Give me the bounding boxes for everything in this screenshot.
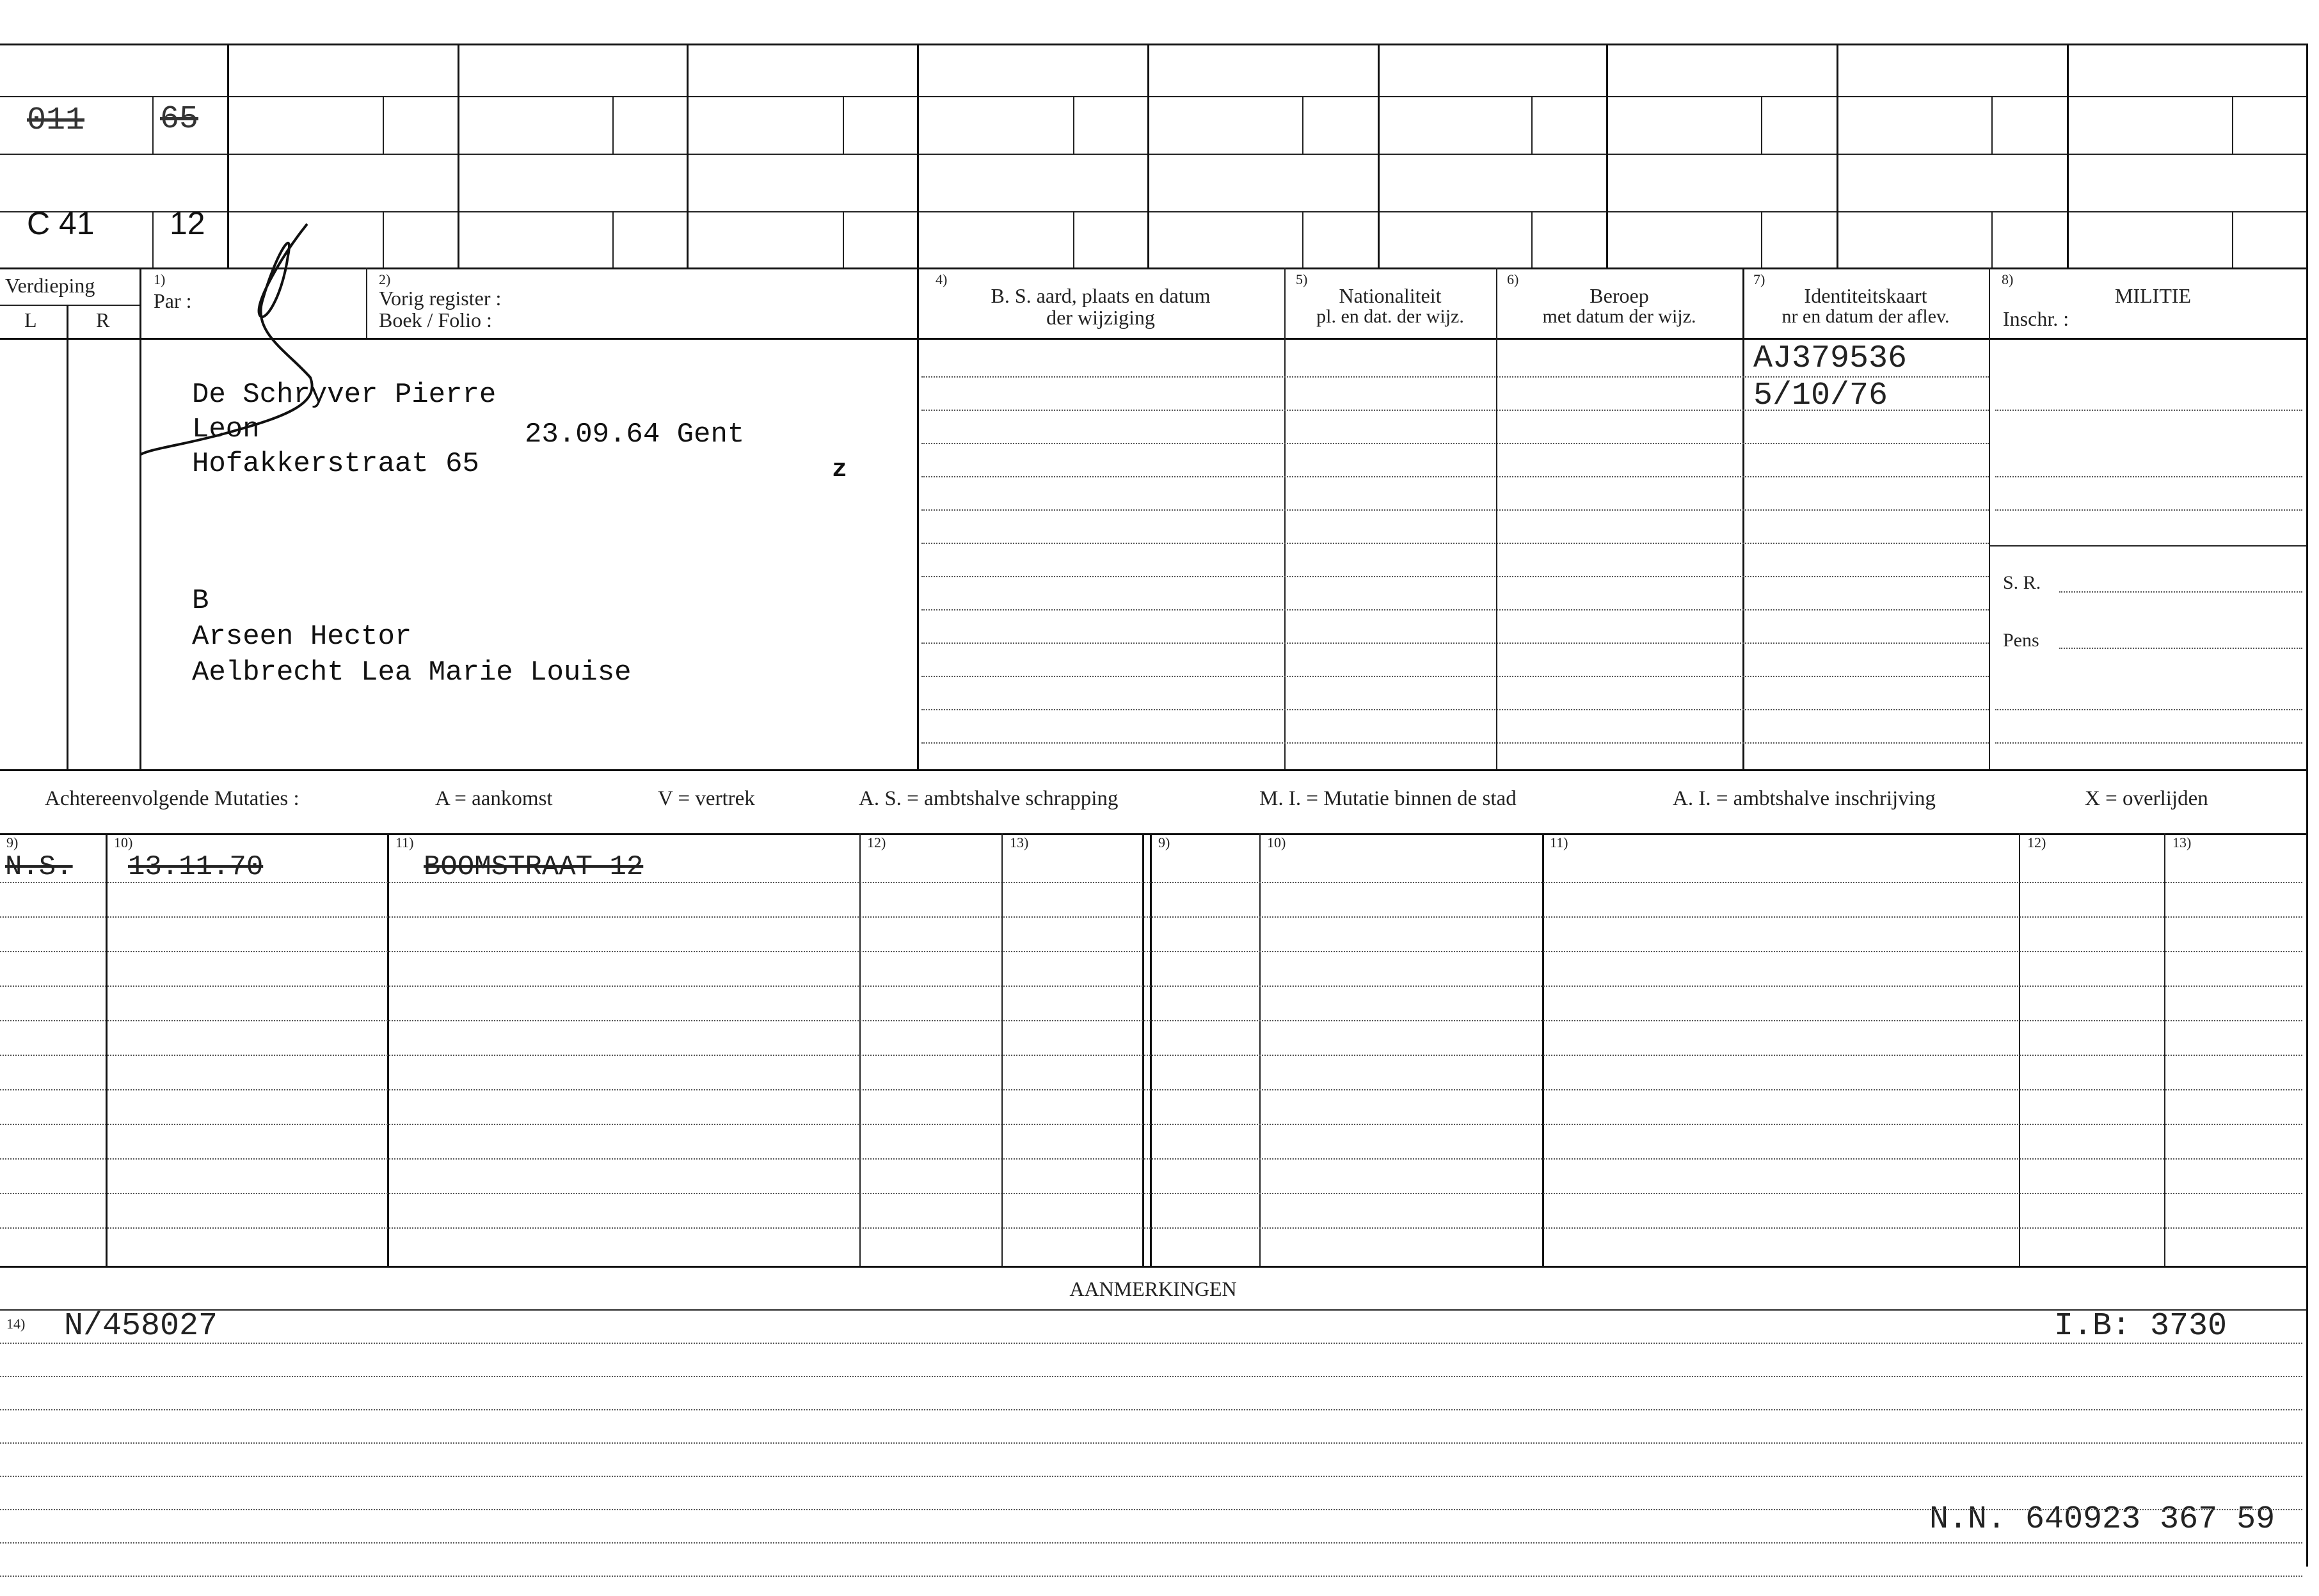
remarks-ib: I.B: 3730	[2054, 1308, 2227, 1345]
lr-divider	[67, 305, 68, 769]
top-grid-line	[0, 96, 2306, 97]
bs-header-line2: der wijziging	[1046, 306, 1155, 329]
field-number: 2)	[379, 271, 391, 287]
mutation-col-divider	[2164, 833, 2165, 1266]
col-number: 11)	[395, 834, 414, 850]
top-grid-vline	[917, 44, 919, 267]
identiteitskaart-subheader: nr en datum der aflev.	[1781, 306, 1950, 327]
top-grid-tick	[612, 211, 614, 267]
legend-vertrek: V = vertrek	[658, 787, 755, 810]
verdieping-split	[0, 305, 139, 306]
top-grid-tick	[1302, 211, 1303, 267]
id-card-date: 5/10/76	[1753, 378, 1888, 414]
mutation-center-divider	[1142, 833, 1144, 1266]
right-label: R	[96, 308, 110, 331]
top-grid-line	[0, 154, 2306, 155]
sr-label: S. R.	[2003, 572, 2041, 593]
beroep-subheader: met datum der wijz.	[1542, 306, 1696, 327]
field-number: 14)	[6, 1316, 26, 1332]
inschr-label: Inschr. :	[2003, 307, 2069, 330]
mutation-col-divider	[859, 833, 861, 1266]
top-grid-tick	[1761, 211, 1762, 267]
legend-aankomst: A = aankomst	[435, 787, 553, 810]
col-number: 10)	[114, 834, 133, 850]
vorig-register-label: Vorig register :	[379, 287, 502, 310]
top-grid-old-number: 65	[160, 101, 199, 138]
top-grid-vline	[458, 44, 459, 267]
mutation-col-divider	[1001, 833, 1003, 1266]
top-grid-number: 12	[170, 205, 205, 241]
top-grid-vline	[687, 44, 689, 267]
top-grid-tick	[2232, 211, 2233, 267]
col-number: 13)	[2172, 834, 2192, 850]
mutation-col-divider	[1259, 833, 1261, 1266]
bs-header-line1: B. S. aard, plaats en datum	[991, 284, 1211, 307]
mark-z: z	[832, 456, 848, 484]
top-grid-tick	[843, 211, 844, 267]
par-label: Par :	[154, 289, 192, 312]
legend-ambtshalve-inschrijving: A. I. = ambtshalve inschrijving	[1673, 787, 1936, 810]
top-grid-tick	[2232, 96, 2233, 154]
top-grid-bottom	[0, 267, 2306, 269]
beroep-header: Beroep	[1590, 284, 1649, 307]
mutation-col-divider	[387, 833, 389, 1266]
top-grid-code: C 41	[27, 205, 95, 241]
top-grid-old-code: 011	[27, 102, 85, 139]
mutation-center-divider	[1150, 833, 1152, 1266]
beroep-divider	[1496, 267, 1497, 769]
col-number: 9)	[6, 834, 19, 850]
nationality-code: B	[192, 585, 209, 617]
top-grid-tick	[383, 96, 384, 154]
top-grid-tick	[152, 96, 154, 154]
mutation-date: 13.11.70	[128, 851, 264, 883]
father-name: Arseen Hector	[192, 621, 412, 653]
militie-divider	[1989, 267, 1990, 769]
identiteitskaart-header: Identiteitskaart	[1804, 284, 1927, 307]
field-number: 4)	[936, 271, 948, 287]
mutations-top-line	[0, 833, 2306, 835]
field-number: 5)	[1296, 271, 1308, 287]
top-grid-tick	[612, 96, 614, 154]
field-number: 8)	[2002, 271, 2014, 287]
mutation-col-divider	[106, 833, 108, 1266]
militie-header: MILITIE	[2115, 284, 2192, 307]
header-bottom-line	[0, 338, 2306, 340]
col-number: 9)	[1158, 834, 1170, 850]
field-number: 1)	[154, 271, 166, 287]
legend-title: Achtereenvolgende Mutaties :	[45, 787, 299, 810]
mutations-bottom-line	[0, 1266, 2306, 1268]
nationaliteit-subheader: pl. en dat. der wijz.	[1316, 306, 1464, 327]
mother-name: Aelbrecht Lea Marie Louise	[192, 657, 632, 689]
birth-date-place: 23.09.64 Gent	[525, 419, 745, 451]
top-grid-tick	[1531, 211, 1533, 267]
mutation-type: N.S.	[5, 851, 73, 883]
top-grid-tick	[1073, 96, 1074, 154]
col-number: 13)	[1010, 834, 1029, 850]
person-first-name: Leon	[192, 413, 260, 445]
remarks-top-line	[0, 1309, 2306, 1311]
nat-divider	[1284, 267, 1286, 769]
top-grid-vline	[1837, 44, 1838, 267]
top-border	[0, 44, 2306, 45]
field-number: 6)	[1507, 271, 1519, 287]
verdieping-label: Verdieping	[5, 274, 95, 297]
top-grid-tick	[383, 211, 384, 267]
id-card-number: AJ379536	[1753, 340, 1908, 377]
pens-label: Pens	[2003, 630, 2039, 651]
paraph-signature	[128, 218, 320, 461]
remarks-national-number: N.N. 640923 367 59	[1929, 1501, 2275, 1538]
person-name: De Schryver Pierre	[192, 379, 497, 411]
top-grid-tick	[1991, 211, 1993, 267]
col-number: 12)	[867, 834, 886, 850]
top-grid-vline	[1147, 44, 1149, 267]
top-grid-tick	[843, 96, 844, 154]
left-label: L	[24, 308, 37, 331]
top-grid-tick	[1761, 96, 1762, 154]
vorig-divider	[366, 267, 367, 338]
bs-divider	[917, 267, 919, 769]
col-number: 12)	[2027, 834, 2046, 850]
right-border	[2306, 44, 2308, 1567]
field-number: 7)	[1753, 271, 1765, 287]
address: Hofakkerstraat 65	[192, 448, 479, 480]
top-grid-vline	[1378, 44, 1380, 267]
nationaliteit-header: Nationaliteit	[1339, 284, 1442, 307]
body-bottom-line	[0, 769, 2306, 771]
mutation-address: BOOMSTRAAT 12	[424, 851, 644, 883]
boek-folio-label: Boek / Folio :	[379, 308, 492, 331]
top-grid-tick	[1073, 211, 1074, 267]
col-number: 10)	[1267, 834, 1286, 850]
legend-ambtshalve-schrapping: A. S. = ambtshalve schrapping	[859, 787, 1119, 810]
mutation-col-divider	[1542, 833, 1544, 1266]
top-grid-vline	[2067, 44, 2069, 267]
top-grid-tick	[1531, 96, 1533, 154]
top-grid-vline	[1606, 44, 1608, 267]
top-grid-line	[0, 211, 2306, 212]
legend-overlijden: X = overlijden	[2085, 787, 2208, 810]
remarks-reference: N/458027	[64, 1308, 218, 1345]
top-grid-tick	[1302, 96, 1303, 154]
col-number: 11)	[1550, 834, 1568, 850]
mutation-col-divider	[2019, 833, 2020, 1266]
id-divider	[1742, 267, 1744, 769]
remarks-title: AANMERKINGEN	[1069, 1277, 1237, 1300]
legend-mutatie-stad: M. I. = Mutatie binnen de stad	[1259, 787, 1517, 810]
top-grid-tick	[1991, 96, 1993, 154]
